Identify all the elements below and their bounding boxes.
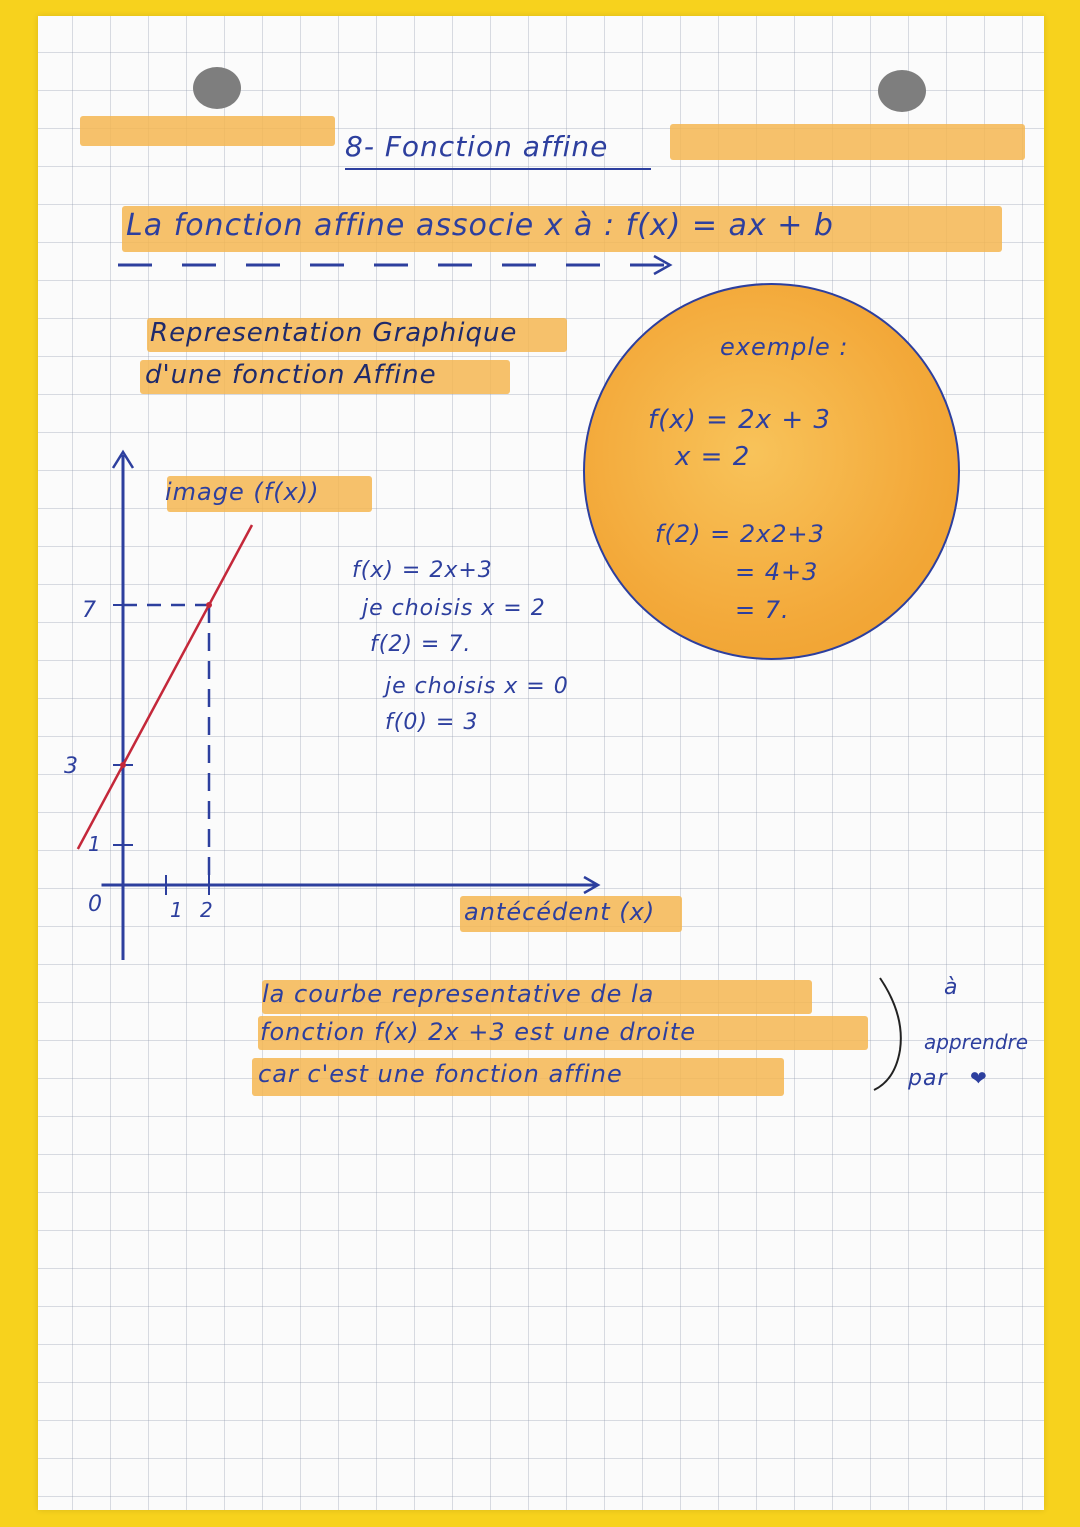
worked-line2: je choisis x = 2	[362, 596, 546, 621]
side-note-line1: à	[944, 975, 959, 1000]
side-bracket	[874, 978, 901, 1090]
y-tick-label-3: 3	[64, 754, 79, 779]
data-point-0	[206, 602, 212, 608]
worked-line4: je choisis x = 0	[385, 674, 569, 699]
conclusion-line2: fonction f(x) 2x +3 est une droite	[260, 1018, 697, 1046]
data-point-1	[120, 762, 126, 768]
definition-text: La fonction affine associe x à : f(x) = ax + b	[126, 208, 834, 243]
page-title: 8- Fonction affine	[345, 130, 609, 163]
example-line3: f(2) = 2x2+3	[655, 520, 825, 548]
y-tick-label-7: 7	[82, 598, 97, 623]
y-tick-label-1: 1	[88, 832, 102, 856]
side-note-line3: par	[908, 1066, 948, 1091]
x-axis-label: antécédent (x)	[464, 898, 656, 926]
example-line4: = 4+3	[735, 558, 819, 586]
y-axis-label: image (f(x))	[165, 478, 320, 506]
side-note-line2: apprendre	[924, 1030, 1029, 1054]
example-label: exemple :	[720, 333, 849, 361]
x-tick-label-2: 2	[200, 898, 214, 922]
example-line1: f(x) = 2x + 3	[648, 405, 831, 435]
section-heading-line2: d'une fonction Affine	[145, 360, 437, 390]
conclusion-line1: la courbe representative de la	[262, 980, 655, 1008]
worked-line5: f(0) = 3	[385, 710, 479, 735]
worked-line1: f(x) = 2x+3	[352, 558, 493, 583]
section-heading-line1: Representation Graphique	[150, 318, 518, 348]
conclusion-line3: car c'est une fonction affine	[258, 1060, 623, 1088]
x-tick-label-1: 1	[170, 898, 184, 922]
worked-line3: f(2) = 7.	[370, 632, 472, 657]
example-line2: x = 2	[675, 442, 751, 472]
series-line-f	[78, 525, 252, 849]
origin-label: 0	[88, 892, 103, 917]
example-line5: = 7.	[735, 596, 790, 624]
heart-icon: ❤	[970, 1066, 987, 1090]
